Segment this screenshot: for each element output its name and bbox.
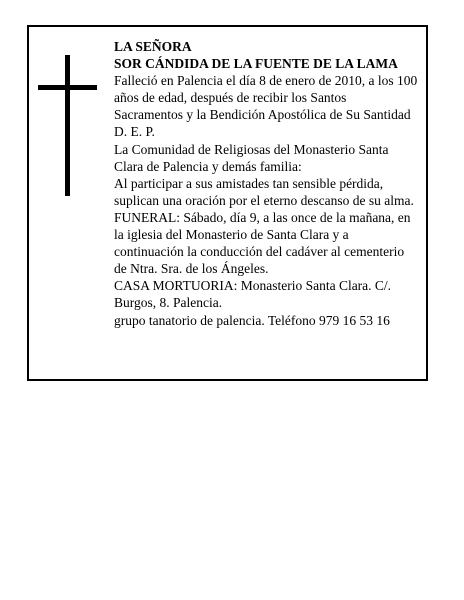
text-line: continuación la conducción del cadáver al cementerio bbox=[114, 244, 405, 260]
prayer-request bbox=[114, 175, 422, 209]
obituary-text bbox=[114, 38, 422, 329]
text-line: grupo tanatorio de palencia. Teléfono 979 16 53 16 bbox=[114, 312, 390, 328]
text-line: FUNERAL: Sábado, día 9, a las once de la mañana, en bbox=[114, 209, 411, 225]
contact-info bbox=[114, 312, 422, 329]
funeral-home-address bbox=[114, 277, 422, 311]
text-line: Al participar a sus amistades tan sensible pérdida, bbox=[114, 175, 384, 191]
text-line: Burgos, 8. Palencia. bbox=[114, 295, 223, 311]
text-line: suplican una oración por el eterno descanso de su alma. bbox=[114, 192, 414, 208]
text-line: de Ntra. Sra. de los Ángeles. bbox=[114, 261, 269, 277]
text-line: Falleció en Palencia el día 8 de enero de 2010, a los 100 bbox=[114, 73, 418, 89]
deceased-name: SOR CÁNDIDA DE LA FUENTE DE LA LAMA bbox=[114, 56, 398, 72]
text-line: Clara de Palencia y demás familia: bbox=[114, 158, 302, 174]
text-line: años de edad, después de recibir los Santos bbox=[114, 90, 347, 106]
cross-horizontal-bar bbox=[38, 85, 97, 90]
text-line: D. E. P. bbox=[114, 124, 155, 140]
cross-vertical-bar bbox=[65, 55, 70, 196]
text-line: La Comunidad de Religiosas del Monasterio Santa bbox=[114, 141, 389, 157]
family-announcement bbox=[114, 141, 422, 175]
text-line: CASA MORTUORIA: Monasterio Santa Clara. C/. bbox=[114, 278, 392, 294]
text-line: la iglesia del Monasterio de Santa Clara y a bbox=[114, 227, 349, 243]
death-announcement bbox=[114, 72, 422, 140]
notice-heading-title: LA SEÑORA bbox=[114, 39, 192, 54]
funeral-details bbox=[114, 209, 422, 277]
text-line: Sacramentos y la Bendición Apostólica de Su Santidad bbox=[114, 107, 411, 123]
